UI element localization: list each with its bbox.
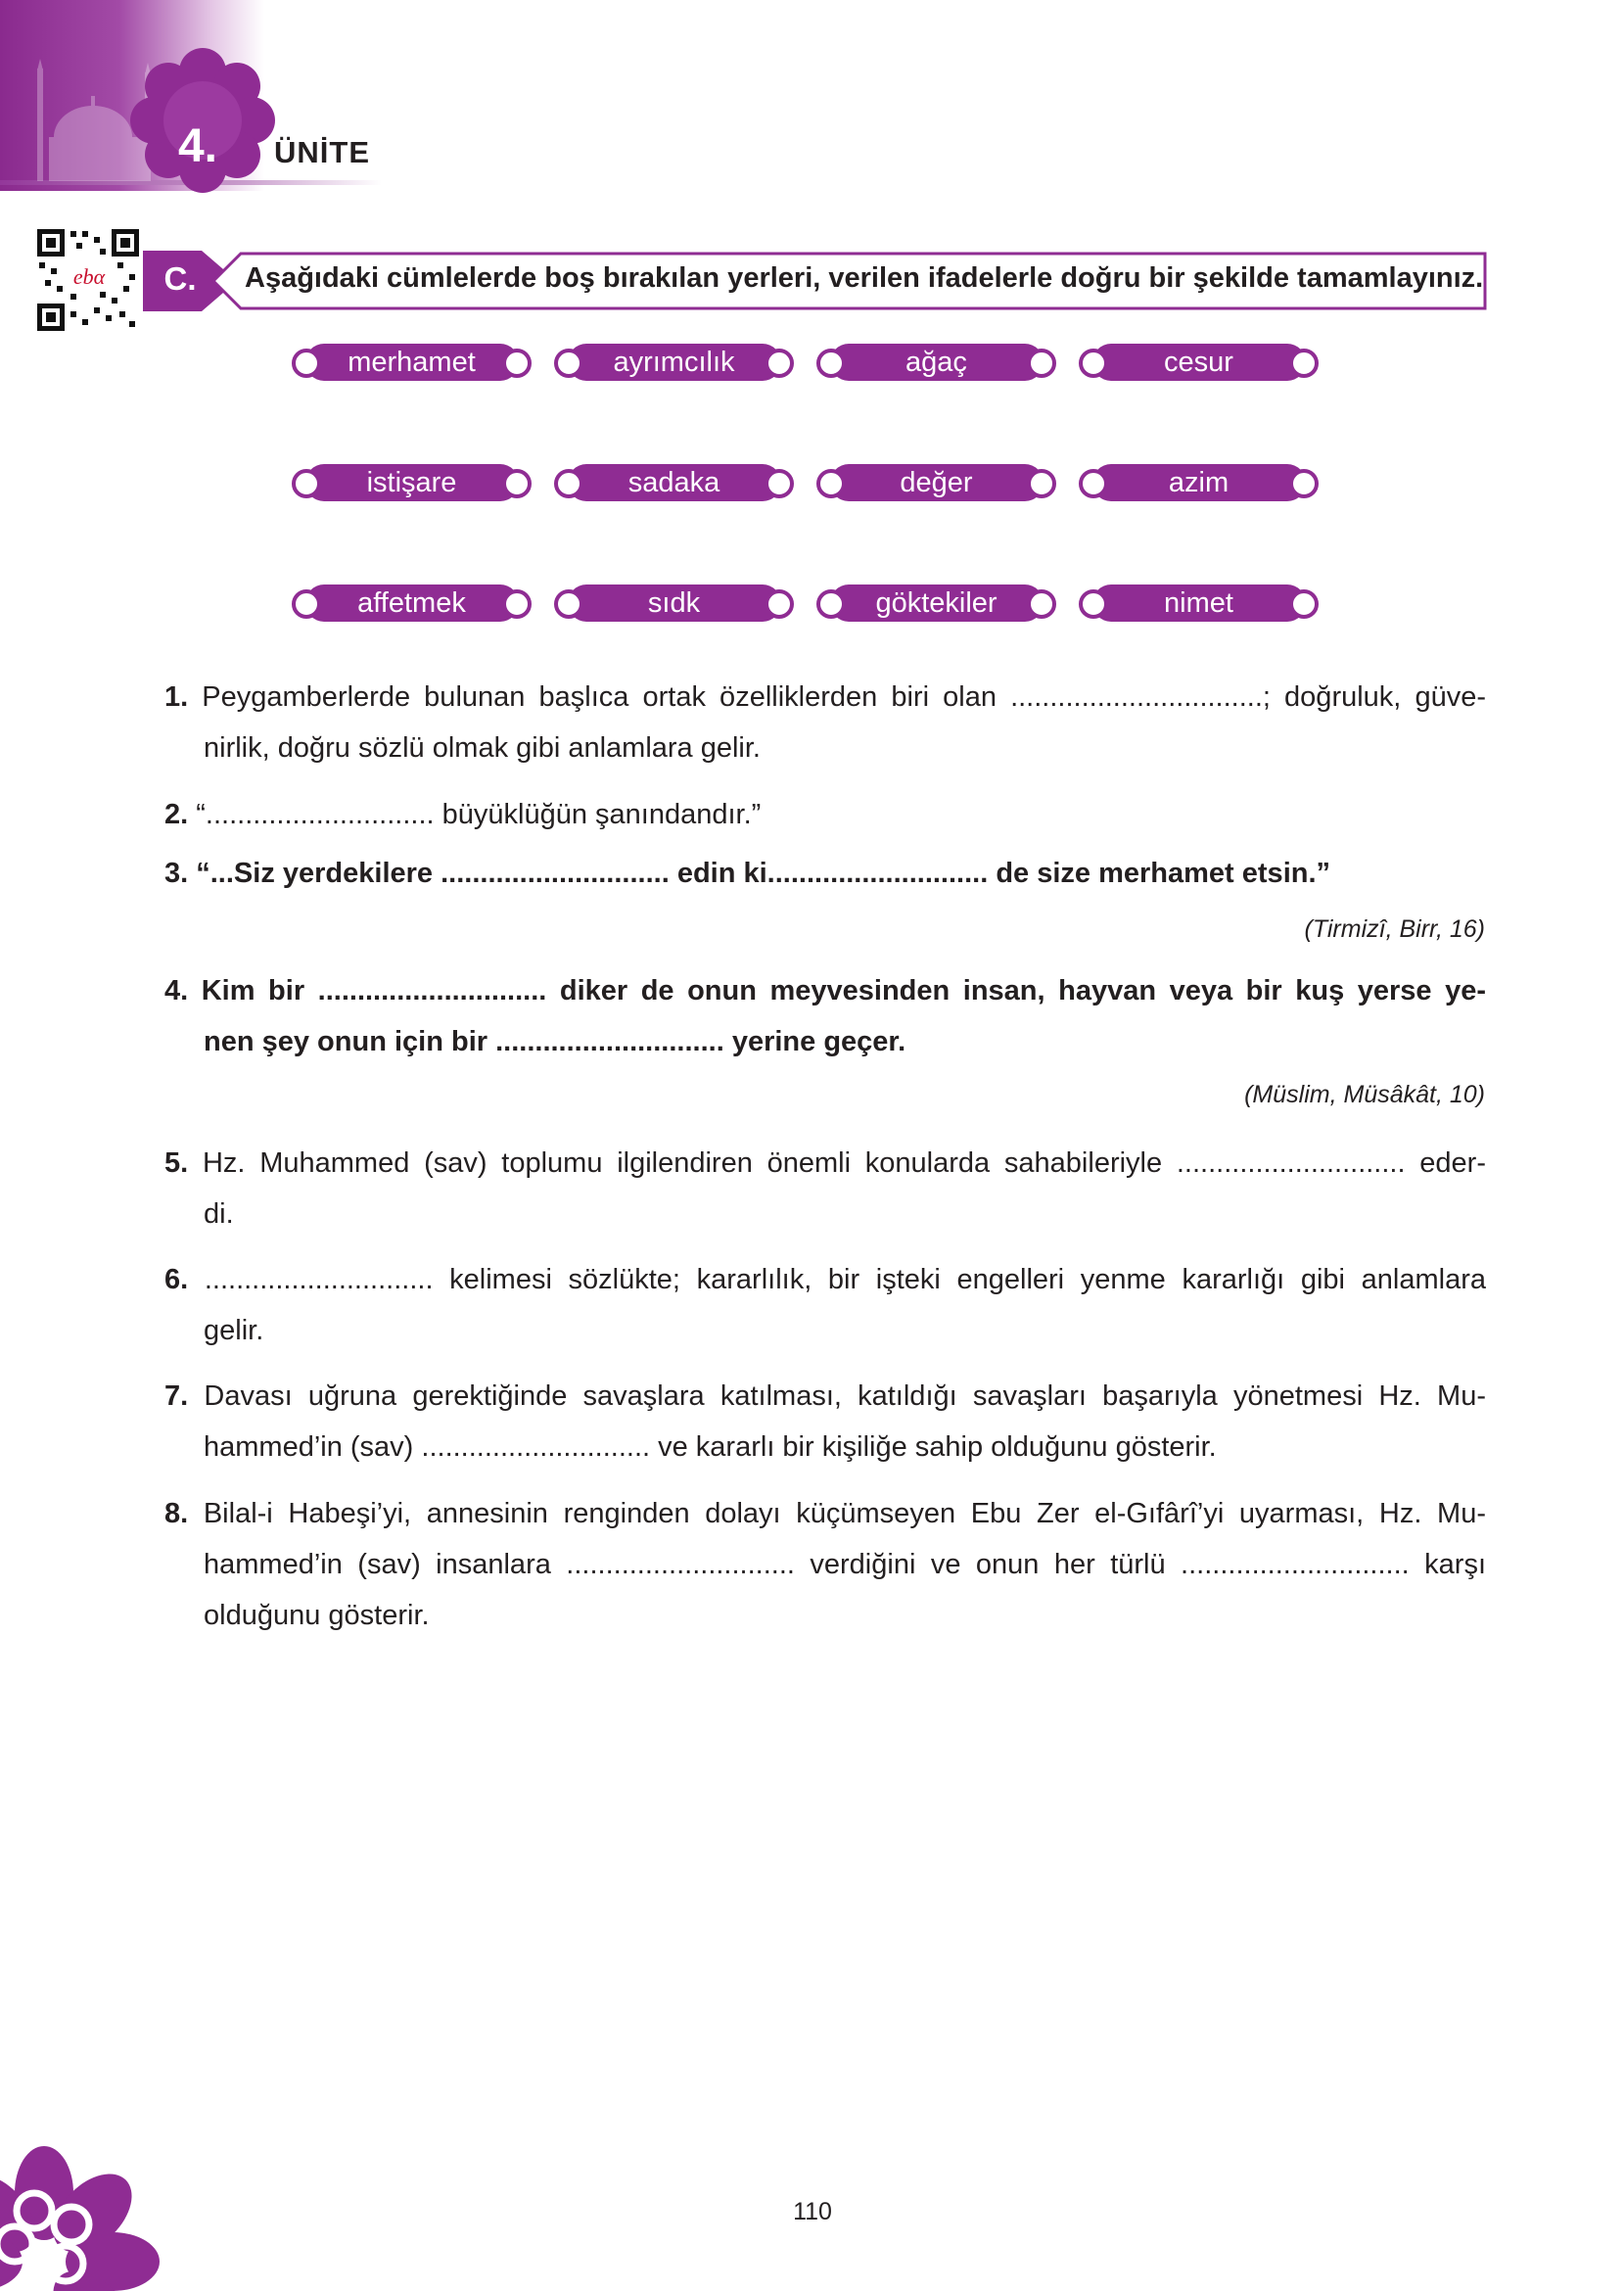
question-text-continued: hammed’in (sav) insanlara ............................. verdiğini ve onun her türlü ............................. karşı	[204, 1549, 1486, 1580]
question-text: ............................. kelimesi sözlükte; kararlılık, bir işteki engelleri yenme kararlığı gibi anlamlara	[204, 1264, 1486, 1295]
question-6	[164, 1254, 1486, 1356]
question-text-continued: nen şey onun için bir ............................. yerine geçer.	[204, 1026, 906, 1057]
word-chip-merhamet	[292, 342, 532, 383]
word-chip-label: istişare	[366, 467, 457, 498]
question-text: Peygamberlerde bulunan başlıca ortak özelliklerden biri olan ................................; doğruluk, güve-	[202, 681, 1486, 713]
word-chip-label: sıdk	[647, 587, 701, 619]
word-chip-deger	[816, 462, 1056, 503]
question-number: 8.	[164, 1498, 189, 1529]
question-number: 5.	[164, 1147, 189, 1179]
question-number: 1.	[164, 681, 189, 713]
question-number: 3.	[164, 858, 189, 889]
question-number: 6.	[164, 1264, 189, 1295]
word-chip-label: azim	[1168, 467, 1230, 498]
word-chip-azim	[1079, 462, 1319, 503]
qr-code-icon[interactable]	[37, 229, 139, 331]
flower-ornament-icon	[0, 2125, 166, 2291]
question-number: 4.	[164, 975, 189, 1006]
question-text-continued: gelir.	[204, 1315, 264, 1346]
unit-number: 4.	[177, 120, 218, 172]
word-chip-nimet	[1079, 583, 1319, 624]
word-chip-label: değer	[900, 467, 973, 498]
word-chip-affetmek	[292, 583, 532, 624]
question-text-continued: nirlik, doğru sözlü olmak gibi anlamlara gelir.	[204, 732, 761, 764]
instruction-text: Aşağıdaki cümlelerde boş bırakılan yerleri, verilen ifadelerle doğru bir şekilde tamamlayınız.	[245, 262, 1484, 294]
question-number: 2.	[164, 799, 189, 830]
word-chip-goktekiler	[816, 583, 1056, 624]
word-chip-cesur	[1079, 342, 1319, 383]
word-chip-label: cesur	[1164, 347, 1233, 378]
word-chip-label: ayrımcılık	[613, 347, 735, 378]
question-text-continued: olduğunu gösterir.	[204, 1600, 430, 1631]
word-chip-sidk	[554, 583, 794, 624]
qr-logo-text: ebα	[72, 264, 106, 289]
word-chip-agac	[816, 342, 1056, 383]
question-text: “...Siz yerdekilere ............................. edin ki............................ de size merhamet etsin.”	[196, 858, 1331, 889]
section-letter: C.	[163, 260, 197, 297]
question-1	[164, 672, 1486, 773]
word-chip-label: merhamet	[348, 347, 476, 378]
word-chip-istisare	[292, 462, 532, 503]
question-8	[164, 1488, 1486, 1641]
word-chip-label: sadaka	[627, 467, 720, 498]
unit-label: ÜNİTE	[274, 135, 370, 169]
word-chip-sadaka	[554, 462, 794, 503]
question-text: Bilal-i Habeşi’yi, annesinin renginden dolayı küçümseyen Ebu Zer el-Gıfârî’yi uyarması, Hz. Mu-	[203, 1498, 1486, 1529]
question-text-continued: hammed’in (sav) ............................. ve kararlı bir kişiliğe sahip olduğunu gösterir.	[204, 1431, 1217, 1463]
citation-muslim: (Müslim, Müsâkât, 10)	[1244, 1081, 1485, 1108]
word-chip-label: nimet	[1164, 587, 1233, 619]
question-text: Kim bir ............................. diker de onun meyvesinden insan, hayvan veya bir kuş yerse ye-	[201, 975, 1486, 1006]
question-7	[164, 1371, 1486, 1473]
question-text-continued: di.	[204, 1198, 234, 1230]
question-3	[164, 848, 1486, 899]
question-2	[164, 789, 1486, 840]
word-chip-label: ağaç	[905, 347, 967, 378]
question-4	[164, 965, 1486, 1067]
question-5	[164, 1138, 1486, 1239]
page-number: 110	[793, 2198, 832, 2225]
citation-tirmizi: (Tirmizî, Birr, 16)	[1304, 915, 1485, 943]
question-text: Davası uğruna gerektiğinde savaşlara katılması, katıldığı savaşları başarıyla yönetmesi Hz. Mu-	[204, 1380, 1486, 1412]
question-text: Hz. Muhammed (sav) toplumu ilgilendiren önemli konularda sahabileriyle ............................. eder-	[202, 1147, 1486, 1179]
question-text: “............................. büyüklüğün şanındandır.”	[196, 799, 762, 830]
word-chip-ayrimcilik	[554, 342, 794, 383]
question-number: 7.	[164, 1380, 189, 1412]
word-chip-label: göktekiler	[875, 587, 998, 619]
word-chip-label: affetmek	[357, 587, 466, 619]
